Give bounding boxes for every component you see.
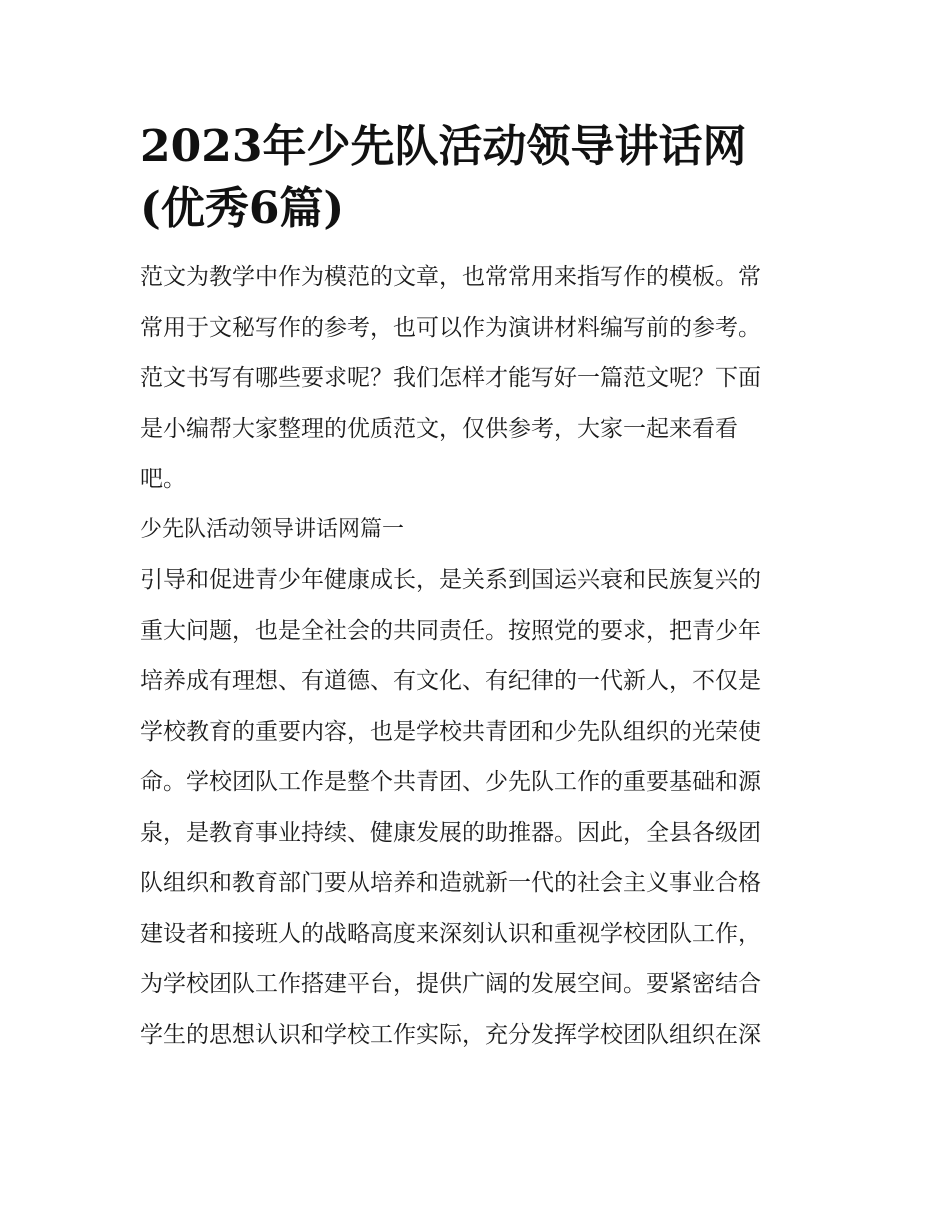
body-line: 为学校团队工作搭建平台，提供广阔的发展空间。要紧密结合 <box>140 971 761 997</box>
title-line-1: 2023年少先队活动领导讲话网 <box>140 121 747 172</box>
body-line: 培养成有理想、有道德、有文化、有纪律的一代新人，不仅是 <box>140 668 761 694</box>
intro-line: 吧。 <box>140 466 186 492</box>
intro-line: 常用于文秘写作的参考，也可以作为演讲材料编写前的参考。 <box>140 314 761 341</box>
intro-line: 是小编帮大家整理的优质范文，仅供参考，大家一起来看看 <box>140 415 738 442</box>
body-line: 泉，是教育事业持续、健康发展的助推器。因此，全县各级团 <box>140 819 761 846</box>
intro-line: 范文书写有哪些要求呢？我们怎样才能写好一篇范文呢？下面 <box>140 365 761 391</box>
document-content <box>140 116 820 1060</box>
body-line: 学校教育的重要内容，也是学校共青团和少先队组织的光荣使 <box>140 718 761 745</box>
body-paragraph <box>140 555 820 1060</box>
body-line: 队组织和教育部门要从培养和造就新一代的社会主义事业合格 <box>140 870 761 896</box>
body-line: 重大问题，也是全社会的共同责任。按照党的要求，把青少年 <box>140 617 761 644</box>
document-title <box>140 116 820 240</box>
title-line-2: (优秀6篇) <box>140 183 345 234</box>
body-line: 建设者和接班人的战略高度来深刻认识和重视学校团队工作， <box>140 920 761 947</box>
section-heading: 少先队活动领导讲话网篇一 <box>140 516 405 542</box>
body-line: 命。学校团队工作是整个共青团、少先队工作的重要基础和源 <box>140 769 761 795</box>
body-line: 学生的思想认识和学校工作实际，充分发挥学校团队组织在深 <box>140 1021 761 1048</box>
body-line: 引导和促进青少年健康成长，是关系到国运兴衰和民族复兴的 <box>140 567 761 593</box>
intro-line: 范文为教学中作为模范的文章，也常常用来指写作的模板。常 <box>140 264 761 290</box>
intro-paragraph <box>140 252 820 505</box>
